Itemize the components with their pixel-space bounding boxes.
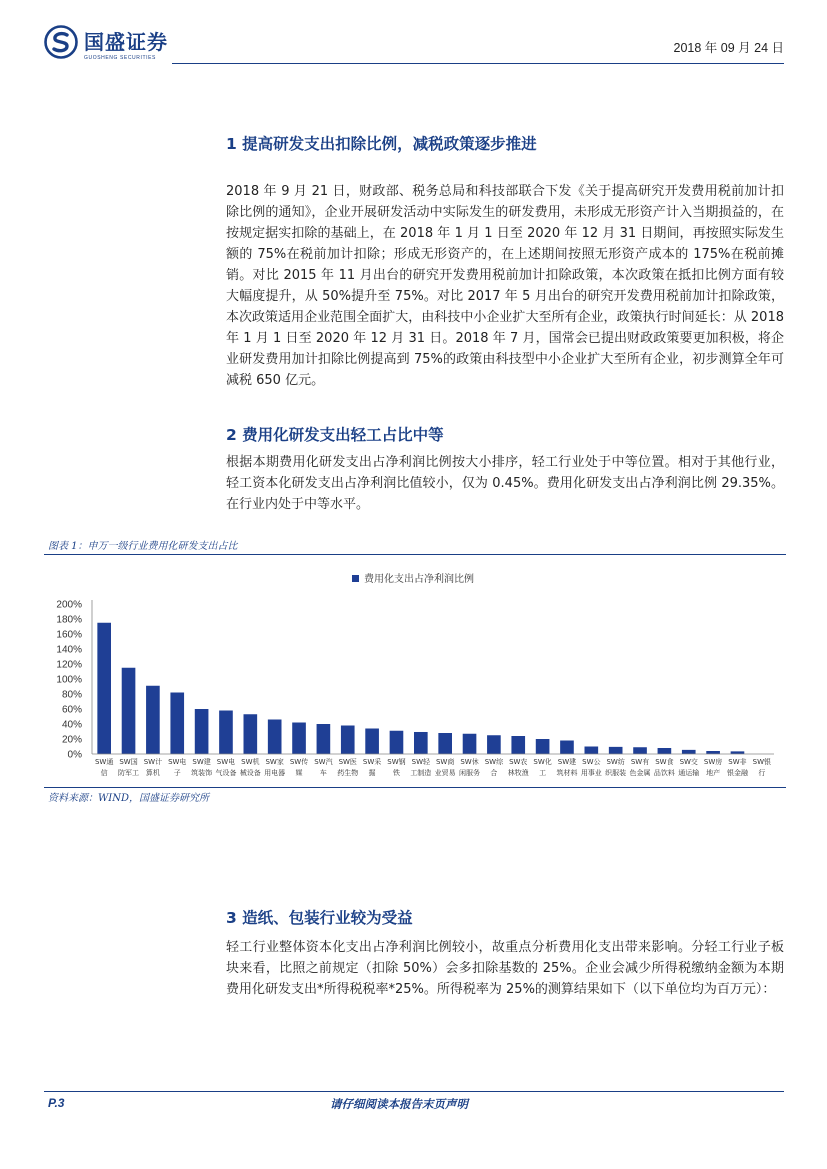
bar (609, 747, 623, 754)
figure-caption: 图表 1：申万一级行业费用化研发支出占比 (48, 541, 238, 552)
x-tick-label: 通运输 (678, 769, 700, 777)
x-tick-label: SW通 (94, 758, 114, 766)
page-header (44, 24, 784, 62)
bar (463, 734, 477, 754)
x-tick-label: 合 (490, 769, 498, 777)
x-tick-label: 色金属 (629, 769, 651, 777)
bar (536, 739, 550, 754)
x-tick-label: 筑装饰 (191, 769, 213, 777)
x-tick-label: SW有 (630, 758, 650, 766)
figure-top-rule (44, 554, 786, 555)
page-number: P.3 (48, 1096, 65, 1110)
x-tick-label: 地产 (706, 769, 721, 777)
rd-expense-bar-chart (44, 560, 786, 786)
section-1-title: 1 提高研发支出扣除比例，减税政策逐步推进 (226, 135, 537, 153)
x-tick-label: 掘 (368, 769, 376, 777)
x-tick-label: SW建 (557, 758, 577, 766)
x-tick-label: 算机 (145, 769, 160, 777)
x-tick-label: SW传 (289, 758, 309, 766)
x-tick-label: 林牧渔 (507, 769, 529, 777)
x-tick-label: SW纺 (606, 758, 625, 766)
legend-swatch (352, 575, 359, 582)
x-tick-label: SW公 (582, 758, 601, 766)
x-tick-label: 行 (758, 769, 766, 777)
header-divider (172, 63, 784, 64)
x-tick-label: SW综 (484, 758, 504, 766)
bar (658, 748, 672, 754)
x-tick-label: 品饮料 (653, 769, 675, 777)
company-logo (44, 24, 168, 61)
x-tick-label: 械设备 (239, 769, 261, 777)
footer-divider (44, 1091, 784, 1092)
x-tick-label: 铁 (392, 769, 400, 777)
bar (146, 686, 160, 754)
bar (390, 731, 404, 754)
y-tick-label: 80% (61, 689, 82, 701)
bar (97, 623, 111, 754)
x-tick-label: 媒 (295, 769, 303, 777)
bar (438, 733, 452, 754)
x-tick-label: SW建 (192, 758, 211, 766)
x-tick-label: SW电 (216, 758, 236, 766)
section-1-body: 2018 年 9 月 21 日，财政部、税务总局和科技部联合下发《关于提高研究开发费用税前加计扣除比例的通知》，企业开展研发活动中实际发生的研发费用，未形成无形资产计入当期损益的，在按规定据实扣除的基础上，在 2018 年 1 月 1 日至 2020 年 12 月 31 日期间，再按照实际发生额的 75%在税前加计扣除；形成无形资产的，在上述期间按照无形资产成本的 175%在税前摊销。对比 2015 年 11 月出台的研究开发费用税前加计扣除政策，本次政策在抵扣比例方面有较大幅度提升，从 50%提升至 75%。对比 2017 年 5 月出台的研究开发费用税前加计扣除政策，本次政策适用企业范围全面扩大，由科技中小企业扩大至所有企业，政策执行时间延长：从 2018 年 1 月 1 日至 2020 年 12 月 31 日。2018 年 7 月，国常会已提出财政政策要更加积极，将企业研发费用加计扣除比例提高到 75%的政策由科技型中小企业扩大至所有企业，初步测算全年可减税 650 亿元。 (226, 184, 784, 388)
x-tick-label: SW汽 (314, 758, 333, 766)
x-tick-label: 闲服务 (459, 769, 481, 777)
x-tick-label: SW房 (703, 758, 723, 766)
bar (219, 711, 233, 755)
y-tick-label: 40% (61, 719, 82, 731)
footer-disclaimer: 请仔细阅读本报告末页声明 (330, 1097, 468, 1111)
legend-label: 费用化支出占净利润比例 (364, 574, 474, 585)
x-tick-label: SW采 (362, 758, 382, 766)
bar (633, 747, 647, 754)
y-tick-label: 20% (61, 734, 82, 746)
bar (170, 693, 184, 755)
y-tick-label: 120% (56, 659, 82, 671)
report-date: 2018 年 09 月 24 日 (673, 41, 784, 55)
x-tick-label: 工 (539, 769, 547, 777)
x-tick-label: SW食 (655, 758, 674, 766)
y-tick-label: 160% (56, 629, 82, 641)
y-tick-label: 60% (61, 704, 82, 716)
bar (414, 732, 428, 754)
company-name-en: GUOSHENG SECURITIES (84, 55, 156, 61)
chart-legend (352, 572, 474, 585)
y-tick-label: 180% (56, 614, 82, 626)
x-tick-label: SW医 (338, 758, 357, 766)
x-tick-label: SW农 (509, 758, 528, 766)
x-axis (92, 754, 774, 777)
x-tick-label: SW化 (533, 758, 552, 766)
bar (268, 720, 282, 755)
bar (244, 714, 258, 754)
x-tick-label: SW钢 (387, 758, 406, 766)
x-tick-label: 织服装 (605, 769, 627, 777)
figure-bottom-rule (44, 787, 786, 788)
y-tick-label: 100% (56, 674, 82, 686)
bar (122, 668, 136, 754)
company-name-cn: 国盛证券 (84, 30, 168, 54)
section-3-title: 3 造纸、包装行业较为受益 (226, 909, 413, 927)
bar (292, 723, 306, 755)
x-tick-label: 筑材料 (556, 769, 578, 777)
x-tick-label: SW轻 (411, 758, 431, 766)
x-tick-label: 用事业 (580, 769, 602, 777)
x-tick-label: SW商 (435, 758, 455, 766)
section-3-body: 轻工行业整体资本化支出占净利润比例较小，故重点分析费用化支出带来影响。分轻工行业子板块来看，比照之前规定（扣除 50%）会多扣除基数的 25%。企业会减少所得税缴纳金额为本期费用化研发支出*所得税税率*25%。所得税率为 25%的测算结果如下（以下单位均为百万元）： (226, 940, 784, 997)
section-2-title: 2 费用化研发支出轻工占比中等 (226, 426, 444, 444)
x-tick-label: 气设备 (215, 769, 237, 777)
x-tick-label: 车 (319, 769, 327, 777)
x-tick-label: SW家 (265, 758, 284, 766)
bar (317, 724, 331, 754)
x-tick-label: SW国 (119, 758, 138, 766)
bar (365, 729, 379, 755)
y-axis (56, 600, 92, 761)
x-tick-label: 银金融 (726, 769, 748, 777)
x-tick-label: SW电 (168, 758, 187, 766)
x-tick-label: 药生物 (337, 769, 359, 777)
y-tick-label: 0% (67, 749, 82, 761)
x-tick-label: 工制造 (410, 769, 432, 777)
section-2-body: 根据本期费用化研发支出占净利润比例按大小排序，轻工行业处于中等位置。相对于其他行业，轻工资本化研发支出占净利润比值较小，仅为 0.45%。费用化研发支出占净利润比例 29.35%。在行业内处于中等水平。 (226, 455, 784, 512)
bar-series (97, 623, 744, 754)
x-tick-label: SW交 (679, 758, 698, 766)
bar (341, 726, 355, 755)
bar (511, 736, 525, 754)
bar (487, 735, 501, 754)
x-tick-label: 用电器 (264, 769, 286, 777)
x-tick-label: 子 (173, 769, 181, 777)
figure-source: 资料来源：WIND，国盛证券研究所 (48, 793, 209, 804)
y-tick-label: 200% (56, 599, 82, 611)
guosheng-logo-icon (44, 25, 78, 59)
x-tick-label: 业贸易 (434, 769, 456, 777)
bar (706, 751, 720, 754)
bar (195, 709, 209, 754)
x-tick-label: SW银 (752, 758, 772, 766)
bar (560, 741, 574, 755)
x-tick-label: 信 (100, 769, 108, 777)
x-tick-label: SW计 (143, 758, 163, 766)
x-tick-label: SW休 (460, 758, 479, 766)
y-tick-label: 140% (56, 644, 82, 656)
bar (682, 750, 696, 754)
x-tick-label: 防军工 (118, 769, 140, 777)
bar (585, 747, 599, 755)
x-tick-label: SW非 (728, 758, 747, 766)
x-tick-label: SW机 (241, 758, 260, 766)
